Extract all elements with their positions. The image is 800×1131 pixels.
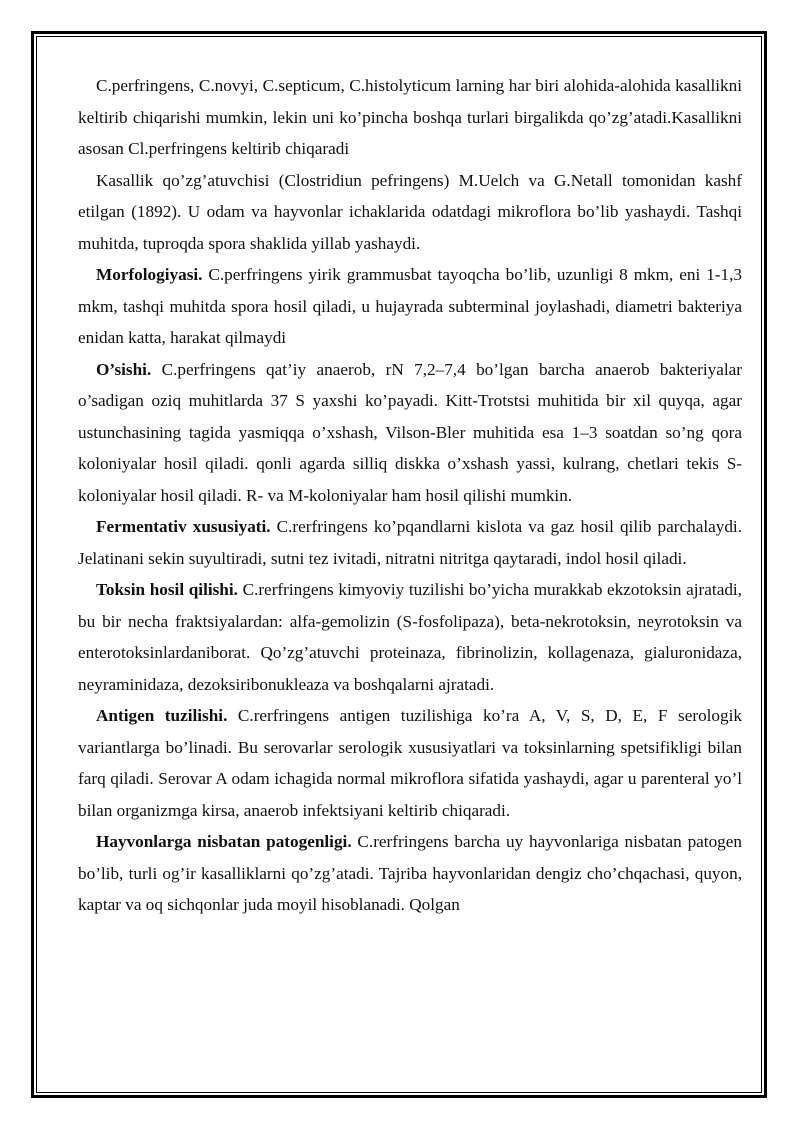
paragraph-toxin <box>78 574 742 700</box>
paragraph-lead: Hayvonlarga nisbatan patogenligi. <box>96 832 352 851</box>
paragraph-morphology <box>78 259 742 354</box>
paragraph-text: C.perfringens, C.novyi, C.septicum, C.histolyticum larning har biri alohida-alohida kasallikni keltirib chiqarishi mumkin, lekin uni ko’pincha boshqa turlari birgalikda qo’zg’atadi.Kasallikni asosan Cl.perfringens keltirib chiqaradi <box>78 76 742 158</box>
paragraph-antigen <box>78 700 742 826</box>
paragraph-text: C.perfringens yirik grammusbat tayoqcha bo’lib, uzunligi 8 mkm, eni 1-1,3 mkm, tashqi muhitda spora hosil qiladi, u hujayrada subterminal joylashadi, diametri bakteriya enidan katta, harakat qilmaydi <box>78 265 742 347</box>
paragraph-text: C.rerfringens kimyoviy tuzilishi bo’yicha murakkab ekzotoksin ajratadi, bu bir necha fraktsiyalardan: alfa-gemolizin (S-fosfolipaza), beta-nekrotoksin, neyrotoksin va enterotoksinlardaniborat. Qo’zg’atuvchi proteinaza, fibrinolizin, kollagenaza, gialuronidaza, neyraminidaza, dezoksiribonukleaza va boshqalarni ajratadi. <box>78 580 742 694</box>
document-body <box>78 70 742 921</box>
paragraph-text: C.rerfringens ko’pqandlarni kislota va gaz hosil qilib parchalaydi. Jelatinani sekin suyultiradi, sutni tez ivitadi, nitratni nitritga qaytaradi, indol hosil qiladi. <box>78 517 742 568</box>
paragraph-discovery <box>78 165 742 260</box>
paragraph-growth <box>78 354 742 512</box>
paragraph-lead: Fermentativ xususiyati. <box>96 517 271 536</box>
paragraph-intro <box>78 70 742 165</box>
paragraph-lead: Toksin hosil qilishi. <box>96 580 238 599</box>
paragraph-text: Kasallik qo’zg’atuvchisi (Clostridiun pefringens) M.Uelch va G.Netall tomonidan kashf etilgan (1892). U odam va hayvonlar ichaklarida odatdagi mikroflora bo’lib yashaydi. Tashqi muhitda, tuproqda spora shaklida yillab yashaydi. <box>78 170 742 253</box>
paragraph-text: C.rerfringens barcha uy hayvonlariga nisbatan patogen bo’lib, turli og’ir kasalliklarni qo’zg’atadi. Tajriba hayvonlaridan dengiz cho’chqachasi, quyon, kaptar va oq sichqonlar juda moyil hisoblanadi. Qolgan <box>78 832 742 914</box>
paragraph-text: C.rerfringens antigen tuzilishiga ko’ra A, V, S, D, E, F serologik variantlarga bo’linadi. Bu serovarlar serologik xususiyatlari va toksinlarning spetsifikligi bilan farq qiladi. Serovar A odam ichagida normal mikroflora sifatida yashaydi, agar u parenteral yo’l bilan organizmga kirsa, anaerob infektsiyani keltirib chiqaradi. <box>78 706 742 820</box>
paragraph-lead: O’sishi. <box>96 359 152 379</box>
paragraph-pathogenicity <box>78 826 742 921</box>
paragraph-lead: Antigen tuzilishi. <box>96 706 228 725</box>
paragraph-lead: Morfologiyasi. <box>96 265 203 284</box>
paragraph-text: C.perfringens qat’iy anaerob, rN 7,2–7,4 bo’lgan barcha anaerob bakteriyalar o’sadigan oziq muhitlarda 37 S yaxshi ko’payadi. Kitt-Trotstsi muhitida bir xil quyqa, agar ustunchasining tagida yasmiqqa o’xshash, Vilson-Bler muhitida esa 1–3 soatdan so’ng qora koloniyalar hosil qiladi. qonli agarda silliq diskka o’xshash yassi, kulrang, chetlari tekis S-koloniyalar hosil qiladi. R- va M-koloniyalar ham hosil qilishi mumkin. <box>78 359 742 505</box>
paragraph-fermentation <box>78 511 742 574</box>
